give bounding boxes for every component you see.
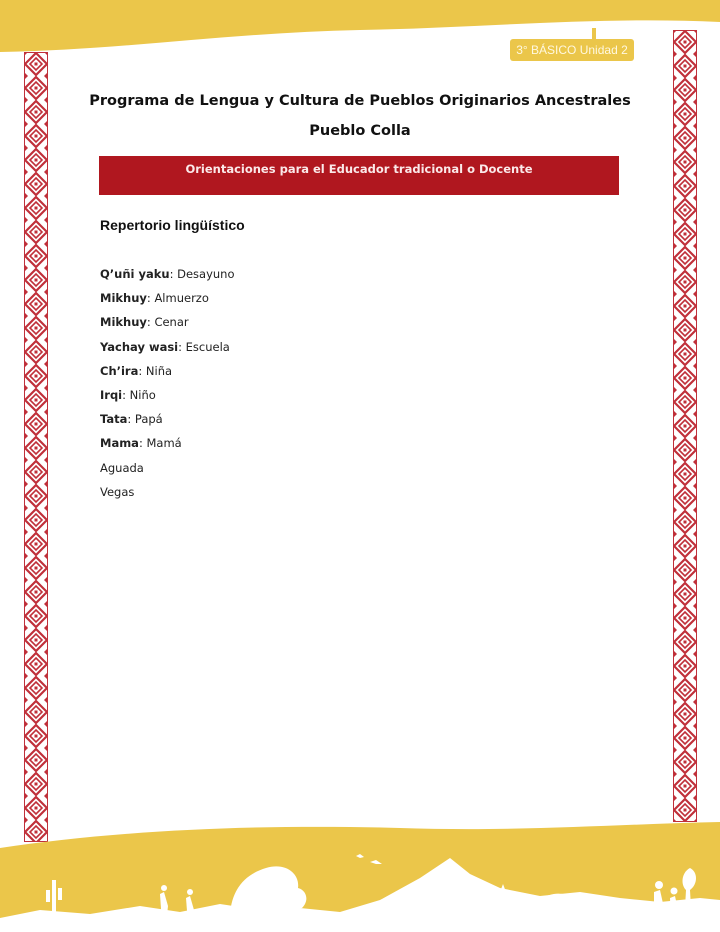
vocabulary-term: Mikhuy: [100, 315, 147, 330]
vocabulary-separator: :: [146, 291, 155, 306]
vocabulary-meaning: Almuerzo: [154, 291, 209, 306]
vocabulary-separator: :: [122, 387, 130, 402]
vocabulary-term: Mama: [100, 436, 139, 451]
bottom-landscape-band: [0, 818, 720, 932]
orientation-banner-text: Orientaciones para el Educador tradicional o Docente: [185, 162, 533, 176]
vocabulary-meaning: Vegas: [100, 484, 135, 499]
vocabulary-item: [100, 314, 234, 338]
vocabulary-separator: :: [146, 315, 155, 330]
vocabulary-item: [100, 363, 234, 387]
vocabulary-meaning: Aguada: [100, 460, 144, 475]
vocabulary-separator: :: [138, 363, 146, 378]
vocabulary-term: Mikhuy: [100, 291, 147, 306]
vocabulary-meaning: Niño: [129, 387, 156, 402]
vocabulary-item: [100, 411, 234, 435]
people-title: Pueblo Colla: [309, 123, 411, 139]
vocabulary-meaning: Mamá: [146, 436, 182, 451]
left-woven-border: [24, 52, 48, 842]
vocabulary-item: [100, 484, 234, 508]
vocabulary-separator: :: [169, 267, 178, 281]
vocabulary-meaning: Niña: [145, 363, 173, 378]
vocabulary-meaning: Papá: [134, 412, 163, 427]
grade-unit-badge: 3° BÁSICO Unidad 2: [510, 39, 634, 61]
vocabulary-term: Irqi: [100, 387, 123, 402]
vocabulary-item: [100, 266, 234, 290]
vocabulary-separator: :: [138, 436, 147, 451]
vocabulary-item: [100, 460, 234, 484]
vocabulary-term: Q’uñi yaku: [100, 267, 170, 281]
vocabulary-term: Yachay wasi: [100, 339, 179, 354]
orientation-banner: [99, 156, 619, 195]
vocabulary-meaning: Escuela: [185, 339, 230, 354]
section-heading: Repertorio lingüístico: [100, 217, 245, 233]
vocabulary-separator: :: [127, 412, 135, 427]
vocabulary-term: Ch’ira: [100, 363, 139, 378]
program-title: Programa de Lengua y Cultura de Pueblos Originarios Ancestrales: [89, 93, 631, 109]
right-woven-border: [673, 30, 697, 822]
vocabulary-item: [100, 387, 234, 411]
vocabulary-meaning: Desayuno: [177, 267, 235, 281]
vocabulary-separator: :: [178, 339, 186, 354]
vocabulary-item: [100, 435, 234, 459]
vocabulary-meaning: Cenar: [154, 315, 189, 330]
vocabulary-item: [100, 290, 234, 314]
vocabulary-list: [100, 266, 234, 508]
vocabulary-term: Tata: [100, 412, 128, 427]
vocabulary-item: [100, 339, 234, 363]
